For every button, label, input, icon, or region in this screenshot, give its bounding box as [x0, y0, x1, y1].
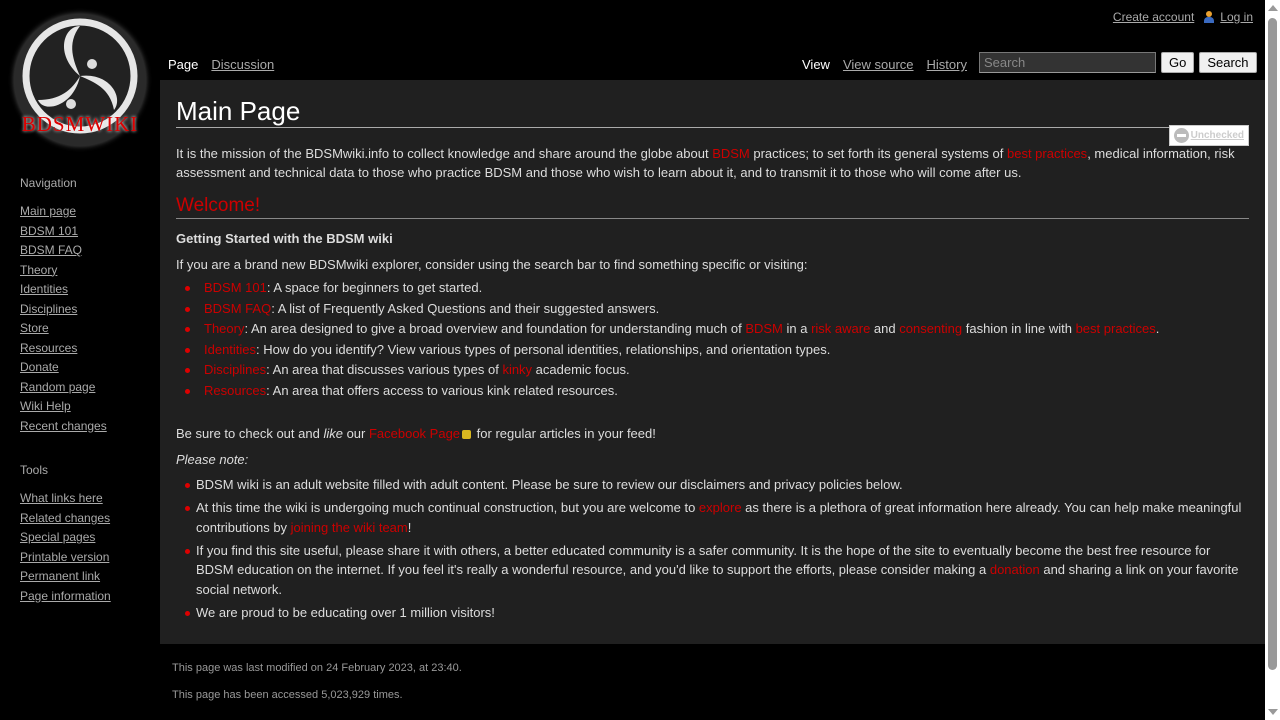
tools-heading: Tools: [20, 463, 49, 477]
view-tabs: [802, 57, 967, 72]
text: It is the mission of the BDSMwiki.info to collect knowledge and share around the globe about: [176, 146, 713, 161]
text: Be sure to check out and: [176, 426, 324, 441]
text: At this time the wiki is undergoing much continual construction, but you are welcome to: [196, 500, 699, 515]
kinky-link[interactable]: kinky: [502, 362, 533, 377]
text: BDSM wiki is an adult website filled with adult content. Please be sure to review our disclaimers and privacy policies below.: [196, 477, 903, 492]
risk-aware-link[interactable]: risk aware: [811, 321, 871, 336]
tab-view[interactable]: View: [802, 57, 830, 72]
best-practices-link[interactable]: best practices: [1075, 321, 1156, 336]
text: academic focus.: [532, 362, 630, 377]
sidebar-item-disciplines[interactable]: Disciplines: [20, 301, 78, 316]
text: !: [407, 519, 412, 535]
logo-text: BDSMWIKI: [21, 112, 139, 136]
tool-permanent-link[interactable]: Permanent link: [20, 569, 101, 583]
navigation-heading: Navigation: [20, 176, 77, 190]
lock-icon: [462, 430, 471, 439]
sidebar-item-recent-changes[interactable]: Recent changes: [20, 418, 107, 433]
sidebar-item-bdsm-faq[interactable]: BDSM FAQ: [20, 243, 83, 257]
text: : An area designed to give a broad overview and foundation for understanding much of: [244, 321, 746, 336]
tool-special-pages[interactable]: Special pages: [20, 530, 96, 544]
text: fashion in line with: [962, 321, 1076, 336]
list-item: [176, 319, 1249, 340]
text: , medical information, risk assessment and technical data to those who practice BDSM and those who wish to learn about it, and to transmit it to those who will come after us.: [176, 146, 1235, 180]
sidebar-item-resources[interactable]: Resources: [20, 340, 78, 355]
scroll-up-icon[interactable]: [1268, 5, 1278, 11]
text: : An area that offers access to various kink related resources.: [266, 382, 618, 398]
text: : How do you identify? View various types of personal identities, relationships, and orientation types.: [256, 341, 831, 357]
getting-started-heading: Getting Started with the BDSM wiki: [176, 231, 393, 246]
tab-view-source[interactable]: View source: [842, 57, 914, 72]
tab-page[interactable]: Page: [168, 57, 199, 72]
personal-tools: [1113, 10, 1253, 24]
list-item: [176, 278, 1249, 299]
unchecked-link[interactable]: Unchecked: [1190, 130, 1244, 141]
consenting-link[interactable]: consenting: [899, 321, 963, 336]
scrollbar-thumb[interactable]: [1268, 18, 1277, 670]
search-button[interactable]: Search: [1199, 52, 1256, 73]
identities-link[interactable]: Identities: [204, 341, 257, 357]
create-account-link[interactable]: Create account: [1112, 10, 1195, 24]
last-modified: This page was last modified on 24 February 2023, at 23:40.: [172, 662, 462, 674]
log-in-link[interactable]: Log in: [1220, 10, 1253, 24]
text: : A list of Frequently Asked Questions and their suggested answers.: [271, 300, 660, 316]
sidebar-item-bdsm-101[interactable]: BDSM 101: [20, 223, 79, 238]
scroll-down-icon[interactable]: [1268, 709, 1278, 715]
explorer-text: If you are a brand new BDSMwiki explorer, consider using the search bar to find something specific or visiting:: [176, 257, 808, 272]
resources-link[interactable]: Resources: [204, 382, 267, 398]
unchecked-icon: [1174, 128, 1189, 143]
please-note: Please note:: [176, 452, 249, 467]
tools-portal: [20, 463, 111, 608]
list-item: [176, 381, 1249, 402]
best-practices-link[interactable]: best practices: [1006, 146, 1088, 161]
sidebar-item-identities[interactable]: Identities: [20, 282, 69, 296]
text: for regular articles in your feed!: [473, 426, 656, 441]
text: : An area that discusses various types of: [266, 362, 503, 377]
list-item: [176, 360, 1249, 381]
access-count: This page has been accessed 5,023,929 times.: [172, 689, 403, 701]
notes-list: [176, 475, 1249, 622]
sidebar-item-random-page[interactable]: Random page: [20, 379, 96, 394]
text: in a: [782, 321, 812, 336]
list-item: [176, 603, 1249, 623]
facebook-page-link[interactable]: Facebook Page: [368, 426, 461, 441]
sidebar-item-main-page[interactable]: Main page: [20, 204, 77, 218]
text: like: [323, 426, 343, 441]
join-team-link[interactable]: joining the wiki team: [290, 519, 408, 535]
list-item: [176, 541, 1249, 600]
text: : A space for beginners to get started.: [266, 280, 483, 295]
text: practices; to set forth its general systems of: [749, 146, 1007, 161]
facebook-paragraph: [176, 424, 1249, 443]
intro-paragraph: [176, 144, 1249, 182]
text: our: [342, 426, 369, 441]
sidebar-item-theory[interactable]: Theory: [20, 262, 58, 277]
site-logo[interactable]: [14, 14, 146, 146]
search-form: [979, 52, 1257, 73]
sidebar-item-wiki-help[interactable]: Wiki Help: [20, 399, 71, 413]
donation-link[interactable]: donation: [989, 562, 1040, 577]
sidebar-item-donate[interactable]: Donate: [20, 360, 59, 374]
list-item: [176, 340, 1249, 361]
namespace-tabs: [168, 57, 274, 72]
tool-what-links-here[interactable]: What links here: [20, 491, 103, 505]
tab-discussion[interactable]: Discussion: [211, 57, 275, 72]
bdsm-link[interactable]: BDSM: [745, 321, 783, 336]
welcome-heading: Welcome!: [176, 195, 1249, 219]
tab-history[interactable]: History: [926, 57, 967, 72]
topic-list: [176, 278, 1249, 401]
text: and: [870, 321, 900, 336]
explore-link[interactable]: explore: [698, 500, 742, 515]
theory-link[interactable]: Theory: [204, 321, 245, 336]
tool-page-information[interactable]: Page information: [20, 588, 111, 603]
text: .: [1155, 321, 1160, 336]
tool-printable-version[interactable]: Printable version: [20, 549, 110, 564]
disciplines-link[interactable]: Disciplines: [204, 362, 267, 377]
bdsm-101-link[interactable]: BDSM 101: [204, 280, 267, 295]
bdsm-link[interactable]: BDSM: [712, 146, 750, 161]
search-input[interactable]: [979, 52, 1156, 73]
text: and sharing a link on your favorite social network.: [196, 562, 1239, 597]
text: If you find this site useful, please share it with others, a better educated community is a safer community. It is the hope of the site to eventually become the best free resource for BDSM education on the internet. If you feel it's really a wonderful resource, and you'd like to support the efforts, please consider making a: [196, 542, 1211, 577]
user-icon: [1204, 11, 1214, 23]
review-status-badge[interactable]: [1169, 125, 1249, 146]
navigation-portal: [20, 176, 107, 438]
list-item: [176, 498, 1249, 537]
tool-related-changes[interactable]: Related changes: [20, 510, 111, 525]
text: as there is a plethora of great information here already. You can help make meaningful contributions by: [196, 500, 1242, 535]
list-item: [176, 299, 1249, 320]
main-content: [160, 80, 1265, 644]
list-item: [176, 475, 1249, 495]
bdsm-faq-link[interactable]: BDSM FAQ: [204, 300, 272, 316]
page-title: Main Page: [176, 96, 1249, 128]
text: We are proud to be educating over 1 million visitors!: [196, 604, 495, 620]
sidebar-item-store[interactable]: Store: [20, 321, 49, 335]
go-button[interactable]: Go: [1161, 52, 1194, 73]
scrollbar[interactable]: [1265, 0, 1280, 720]
